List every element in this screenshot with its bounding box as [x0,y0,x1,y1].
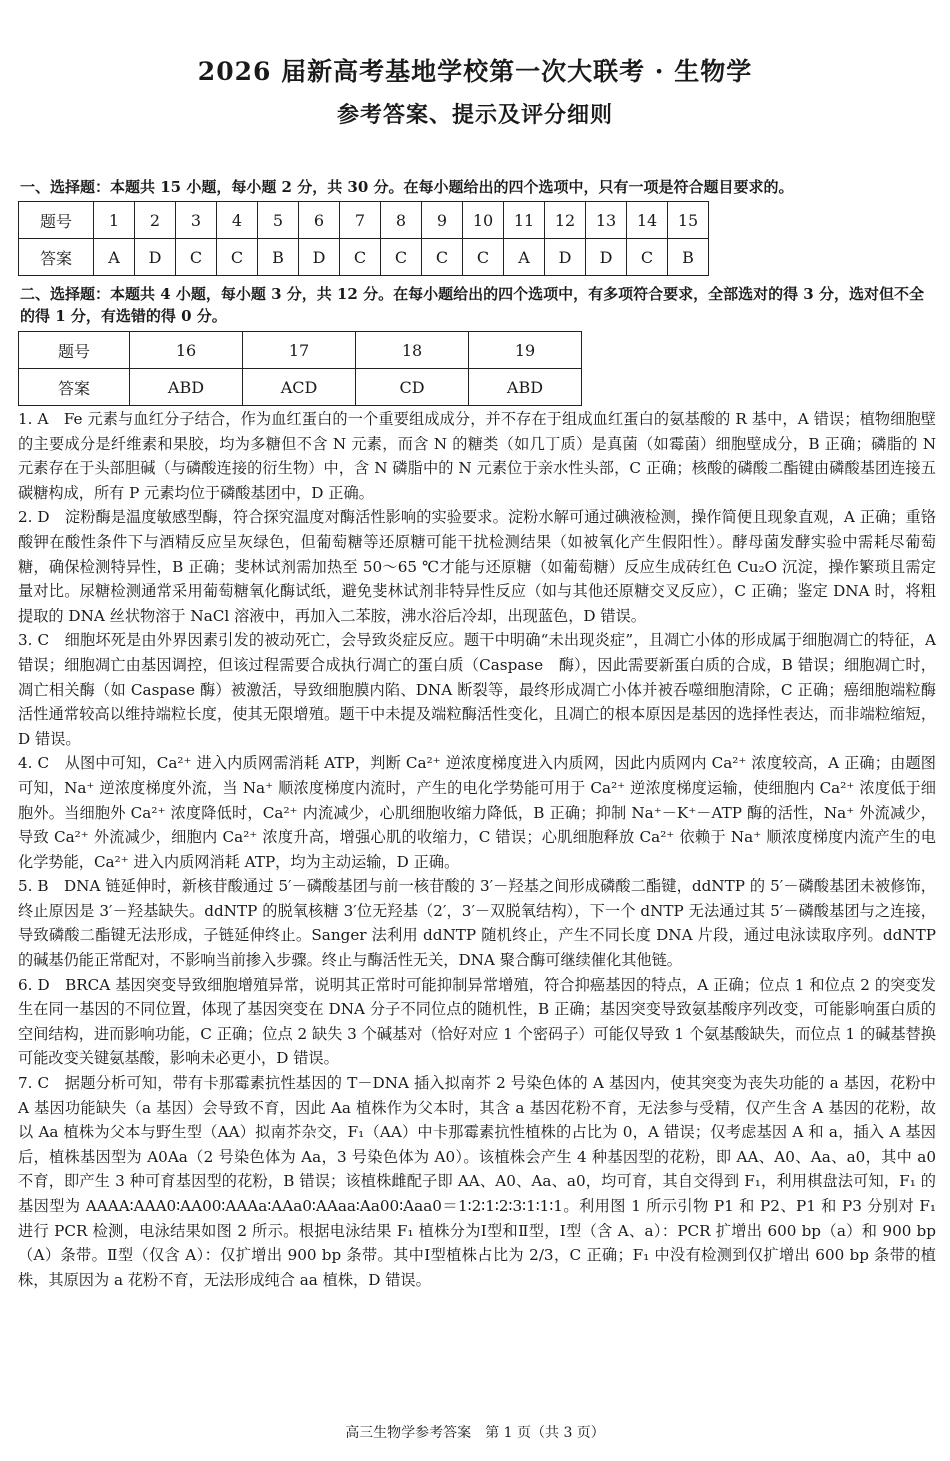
question-number: 2 [135,202,176,239]
answer-cell: ABD [469,369,582,406]
page-subtitle: 参考答案、提示及评分细则 [336,102,613,128]
question-number: 13 [586,202,627,239]
answer-cell: ABD [130,369,243,406]
question-number: 18 [356,332,469,369]
section1-heading: 一、选择题：本题共 15 小题，每小题 2 分，共 30 分。在每小题给出的四个选项中，只有一项是符合题目要求的。 [20,178,794,196]
answer-explanations [18,407,936,1292]
question-number: 9 [422,202,463,239]
answer-cell: C [381,239,422,276]
single-choice-answer-table [18,201,709,276]
question-number: 5 [258,202,299,239]
question-number: 15 [668,202,709,239]
answer-cell: A [504,239,545,276]
page-footer: 高三生物学参考答案 第 1 页（共 3 页） [345,1425,605,1441]
answer-cell: D [299,239,340,276]
explanation-item: 2. D 淀粉酶是温度敏感型酶，符合探究温度对酶活性影响的实验要求。淀粉水解可通过碘液检测，操作简便且现象直观，A 正确；重铬酸钾在酸性条件下与酒精反应呈灰绿色，但葡萄糖等还原糖可能干扰检测结果（如被氧化产生假阳性）。酵母菌发酵实验中需耗尽葡萄糖，确保检测特异性，B 正确；斐林试剂需加热至 50～65 ℃才能与还原糖（如葡萄糖）反应生成砖红色 Cu₂O 沉淀，操作繁琐且需定量对比。尿糖检测通常采用葡萄糖氧化酶试纸，避免斐林试剂非特异性反应（如与其他还原糖交叉反应），C 正确；鉴定 DNA 时，将粗提取的 DNA 丝状物溶于 NaCl 溶液中，再加入二苯胺，沸水浴后冷却，出现蓝色，D 错误。 [18,508,936,625]
question-number: 17 [243,332,356,369]
answer-cell: D [135,239,176,276]
question-number: 19 [469,332,582,369]
answer-cell: C [422,239,463,276]
answer-cell: D [545,239,586,276]
answer-cell: B [668,239,709,276]
table-row-answers [19,239,709,276]
explanation-item: 1. A Fe 元素与血红分子结合，作为血红蛋白的一个重要组成成分，并不存在于组成血红蛋白的氨基酸的 R 基中，A 错误；植物细胞壁的主要成分是纤维素和果胶，均为多糖但不含 N 元素，而含 N 的糖类（如几丁质）是真菌（如霉菌）细胞壁成分，B 正确；磷脂的 N 元素存在于头部胆碱（与磷酸连接的衍生物）中，含 N 磷脂中的 N 元素位于亲水性头部，C 正确；核酸的磷酸二酯键由磷酸基团连接五碳糖构成，所有 P 元素均位于磷酸基团中，D 正确。 [18,410,936,502]
answer-cell: ACD [243,369,356,406]
explanation-item: 7. C 据题分析可知，带有卡那霉素抗性基因的 T－DNA 插入拟南芥 2 号染色体的 A 基因内，使其突变为丧失功能的 a 基因，花粉中 A 基因功能缺失（a 基因）会导致不育，因此 Aa 植株作为父本时，其含 a 基因花粉不育，无法参与受精，仅产生含 A 基因的花粉，故以 Aa 植株为父本与野生型（AA）拟南芥杂交，F₁（AA）中卡那霉素抗性植株的占比为 0，A 错误；仅考虑基因 A 和 a，插入 A 基因后，植株基因型为 A0Aa（2 号染色体为 Aa，3 号染色体为 A0）。该植株会产生 4 种基因型的花粉，即 AA、A0、Aa、a0，其中 a0 不育，即产生 3 种可育基因型的花粉，B 错误；该植株雌配子即 AA、A0、Aa、a0，均可育，其自交得到 F₁，利用棋盘法可知，F₁ 的基因型为 AAAA∶AAA0∶AA00∶AAAa∶AAa0∶AAaa∶Aa00∶Aaa0＝1∶2∶1∶2∶3∶1∶1∶1。利用图 1 所示引物 P1 和 P2、P1 和 P3 分别对 F₁ 进行 PCR 检测，电泳结果如图 2 所示。根据电泳结果 F₁ 植株分为Ⅰ型和Ⅱ型，Ⅰ型（含 A、a）：PCR 扩增出 600 bp（a）和 900 bp（A）条带。Ⅱ型（仅含 A）：仅扩增出 900 bp 条带。其中Ⅰ型植株占比为 2/3，C 正确；F₁ 中没有检测到仅扩增出 600 bp 条带的植株，其原因为 a 花粉不育，无法形成纯合 aa 植株，D 错误。 [18,1074,936,1289]
question-number: 1 [94,202,135,239]
question-number: 14 [627,202,668,239]
question-number: 8 [381,202,422,239]
table-row-numbers [19,332,582,369]
answer-cell: C [340,239,381,276]
question-number: 7 [340,202,381,239]
explanation-item: 5. B DNA 链延伸时，新核苷酸通过 5′－磷酸基团与前一核苷酸的 3′－羟基之间形成磷酸二酯键，ddNTP 的 5′－磷酸基团未被修饰，终止原因是 3′－羟基缺失。ddNTP 的脱氧核糖 3′位无羟基（2′，3′－双脱氧结构），下一个 dNTP 无法通过其 5′－磷酸基团与之连接，导致磷酸二酯键无法形成，子链延伸终止。Sanger 法利用 ddNTP 随机终止，产生不同长度 DNA 片段，通过电泳读取序列。ddNTP 的碱基仍能正常配对，不影响当前掺入步骤。终止与酶活性无关，DNA 聚合酶可继续催化其他链。 [18,877,936,970]
table-row-numbers [19,202,709,239]
row-label-number: 题号 [19,202,94,239]
answer-cell: C [176,239,217,276]
answer-cell: C [217,239,258,276]
multiple-choice-answer-table [18,331,582,406]
explanation-item: 3. C 细胞坏死是由外界因素引发的被动死亡，会导致炎症反应。题干中明确“未出现炎症”，且凋亡小体的形成属于细胞凋亡的特征，A 错误；细胞凋亡由基因调控，但该过程需要合成执行凋亡的蛋白质（Caspase 酶），因此需要新蛋白质的合成，B 错误；细胞凋亡时，凋亡相关酶（如 Caspase 酶）被激活，导致细胞膜内陷、DNA 断裂等，最终形成凋亡小体并被吞噬细胞清除，C 正确；癌细胞端粒酶活性通常较高以维持端粒长度，使其无限增殖。题干中未提及端粒酶活性变化，且凋亡的根本原因是基因的选择性表达，而非端粒缩短，D 错误。 [18,631,936,748]
answer-cell: CD [356,369,469,406]
question-number: 12 [545,202,586,239]
answer-cell: B [258,239,299,276]
row-label-answer: 答案 [19,239,94,276]
table-row-answers [19,369,582,406]
explanation-item: 6. D BRCA 基因突变导致细胞增殖异常，说明其正常时可能抑制异常增殖，符合抑癌基因的特点，A 正确；位点 1 和位点 2 的突变发生在同一基因的不同位置，体现了基因突变在 DNA 分子不同位点的随机性，B 正确；基因突变导致氨基酸序列改变，可能影响蛋白质的空间结构，进而影响功能，C 正确；位点 2 缺失 3 个碱基对（恰好对应 1 个密码子）可能仅导致 1 个氨基酸缺失，而位点 1 的碱基替换可能改变关键氨基酸，影响未必更小，D 错误。 [18,975,936,1068]
question-number: 10 [463,202,504,239]
answer-cell: C [463,239,504,276]
row-label-answer: 答案 [19,369,130,406]
explanation-item: 4. C 从图中可知，Ca²⁺ 进入内质网需消耗 ATP，判断 Ca²⁺ 逆浓度梯度进入内质网，因此内质网内 Ca²⁺ 浓度较高，A 正确；由题图可知，Na⁺ 逆浓度梯度外流，当 Na⁺ 顺浓度梯度内流时，产生的电化学势能可用于 Ca²⁺ 逆浓度梯度运输，使细胞内 Ca²⁺ 浓度低于细胞外。当细胞外 Ca²⁺ 浓度降低时，Ca²⁺ 内流减少，心肌细胞收缩力降低，B 正确；抑制 Na⁺－K⁺－ATP 酶的活性，Na⁺ 外流减少，导致 Ca²⁺ 外流减少，细胞内 Ca²⁺ 浓度升高，增强心肌的收缩力，C 错误；心肌细胞释放 Ca²⁺ 依赖于 Na⁺ 顺浓度梯度内流产生的电化学势能，Ca²⁺ 进入内质网消耗 ATP，均为主动运输，D 正确。 [18,754,936,871]
question-number: 16 [130,332,243,369]
row-label-number: 题号 [19,332,130,369]
question-number: 11 [504,202,545,239]
section2-heading: 二、选择题：本题共 4 小题，每小题 3 分，共 12 分。在每小题给出的四个选项中，有多项符合要求，全部选对的得 3 分，选对但不全的得 1 分，有选错的得 0 分。 [20,285,924,325]
question-number: 3 [176,202,217,239]
answer-cell: C [627,239,668,276]
answer-cell: D [586,239,627,276]
question-number: 6 [299,202,340,239]
question-number: 4 [217,202,258,239]
answer-cell: A [94,239,135,276]
page-title: 2026 届新高考基地学校第一次大联考 · 生物学 [197,57,753,86]
